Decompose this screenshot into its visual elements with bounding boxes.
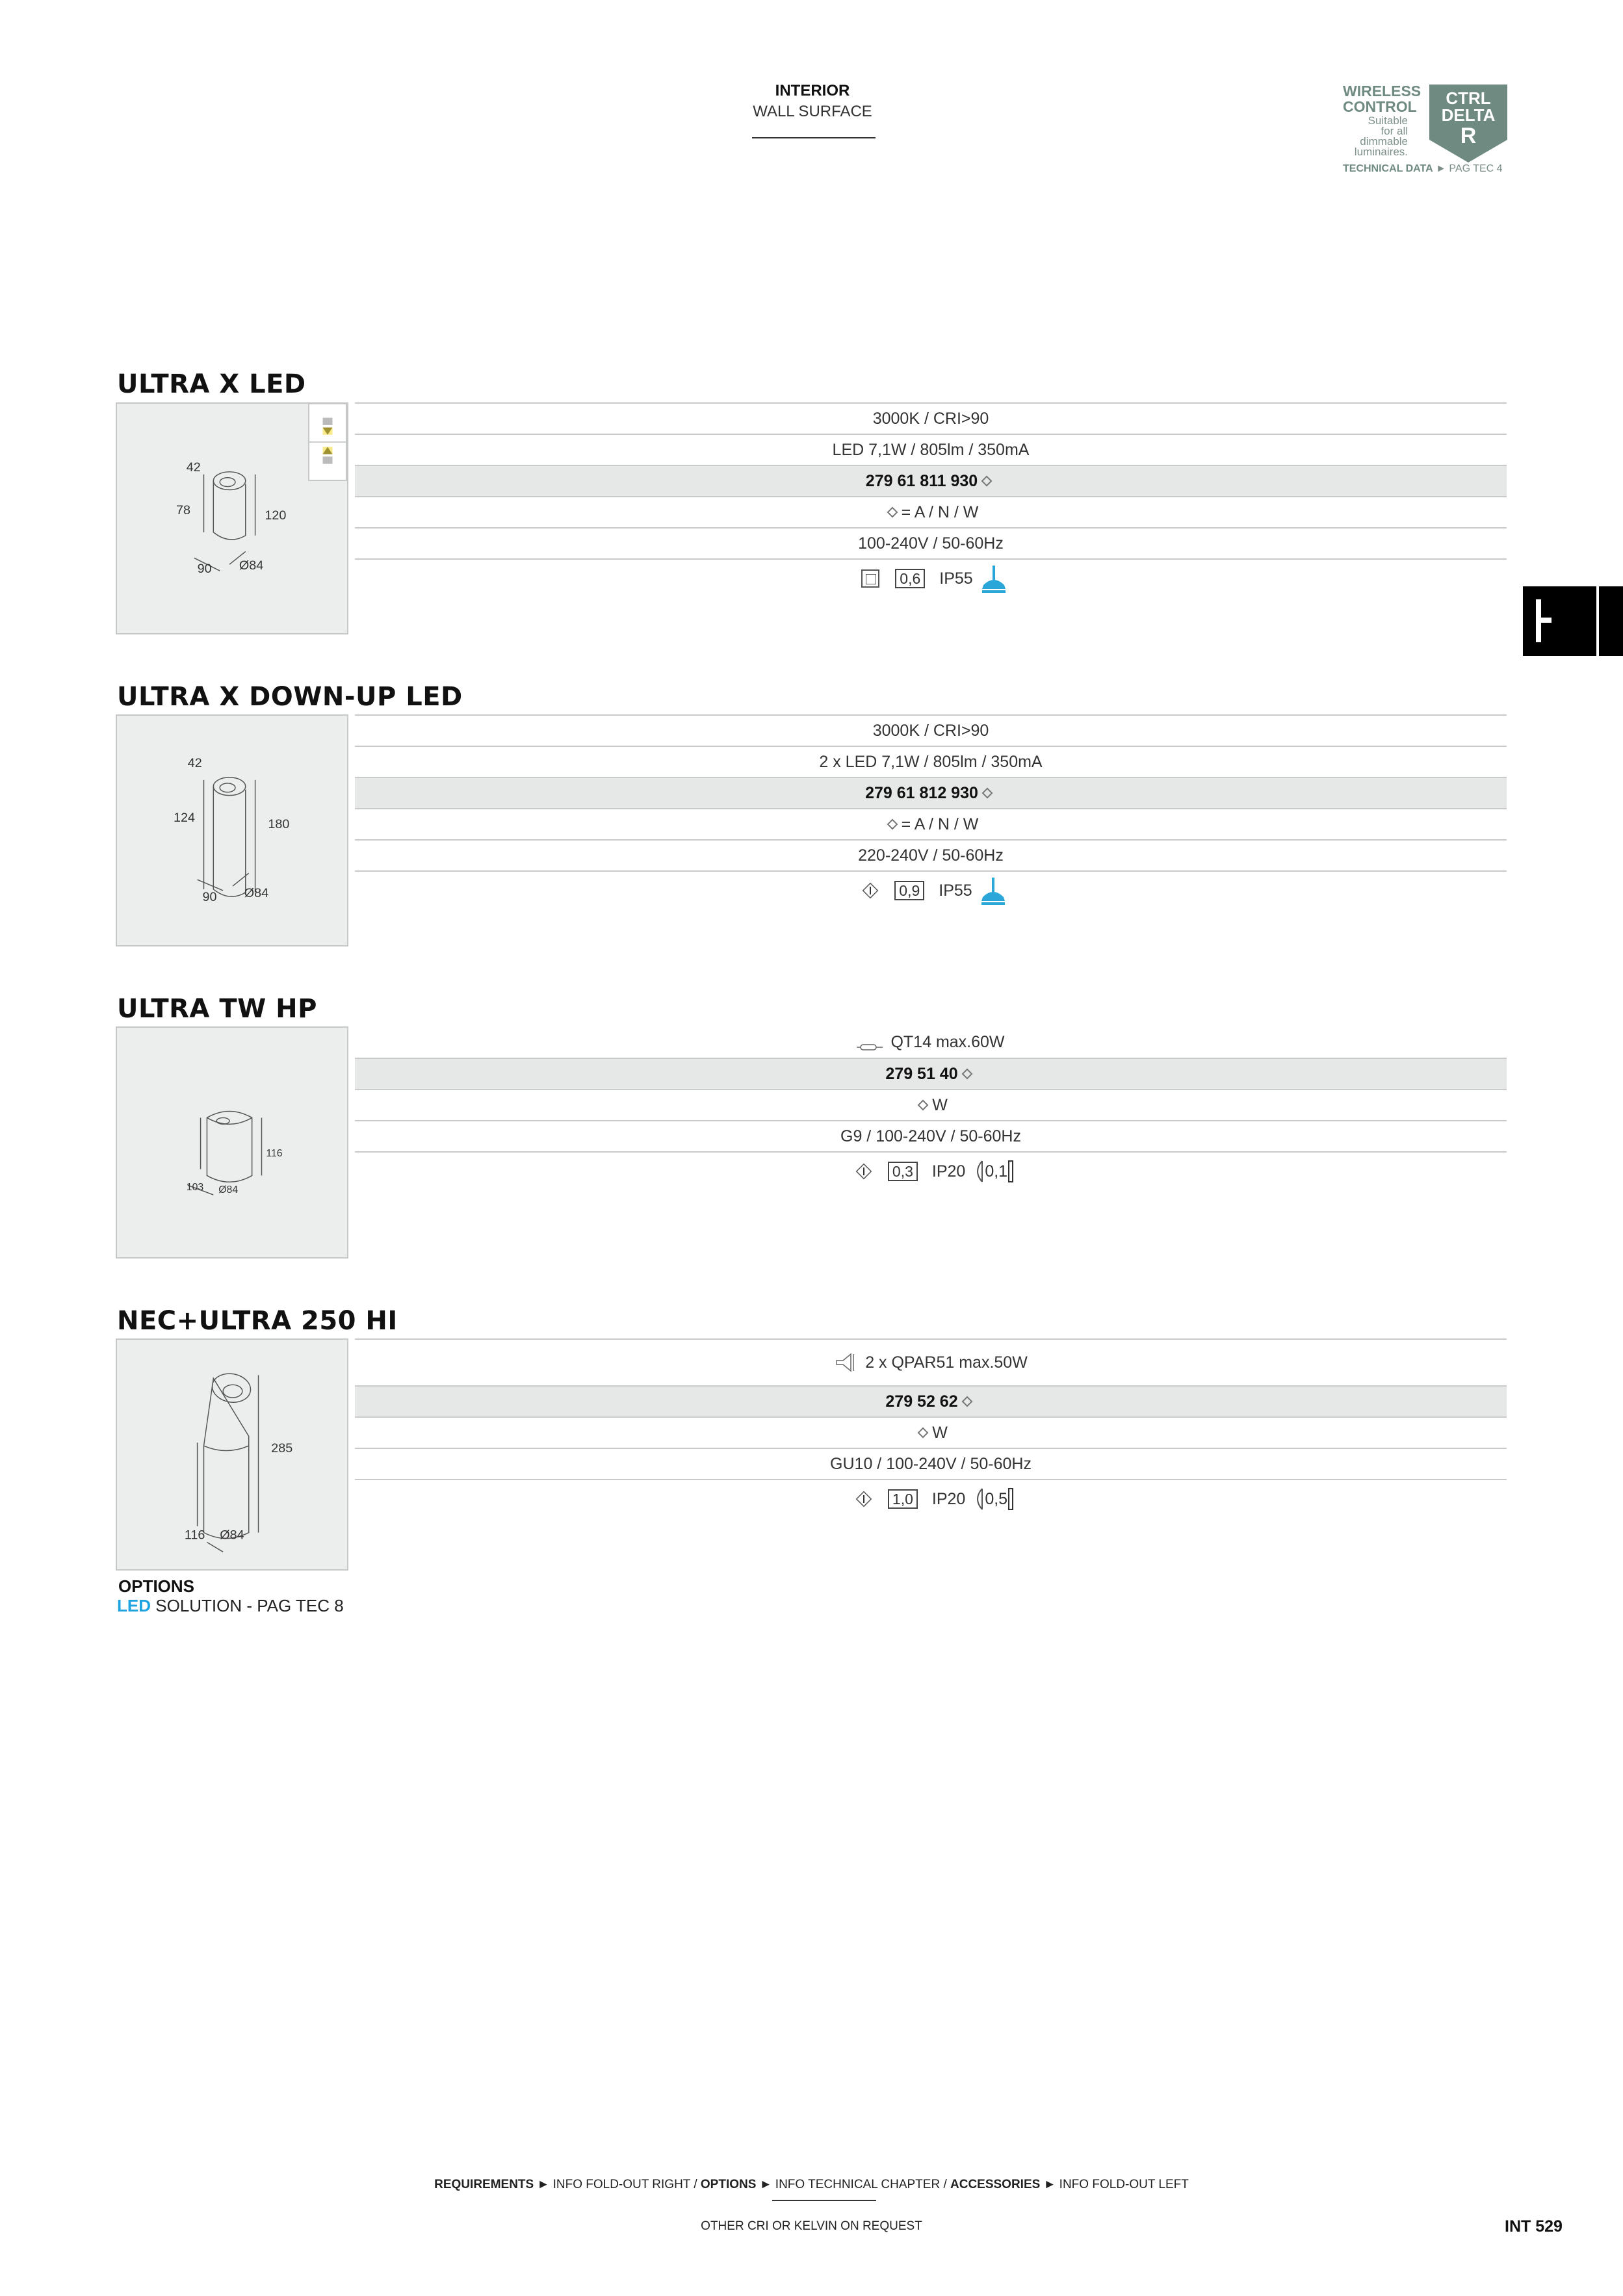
diamond-icon: [918, 1428, 929, 1439]
ip-rating: IP20: [931, 1489, 966, 1508]
water-drop-icon: [979, 875, 1007, 906]
lamp-row: QT14 max.60W: [355, 1026, 1507, 1058]
footer-legend: REQUIREMENTS ► INFO FOLD-OUT RIGHT / OPTIONS ► INFO TECHNICAL CHAPTER / ACCESSORIES ► INFO FOLD-OUT LEFT: [434, 2178, 1189, 2191]
product-code: 279 61 812 930: [865, 783, 978, 802]
footer-divider: [772, 2200, 876, 2201]
arrow-icon: ►: [537, 2178, 550, 2191]
diamond-icon: [961, 1069, 972, 1080]
arrow-icon: ►: [1436, 163, 1446, 174]
class-1-icon: [855, 1491, 872, 1507]
spec-row: 2 x LED 7,1W / 805lm / 350mA: [355, 746, 1507, 777]
spec-row: GU10 / 100-240V / 50-60Hz: [355, 1448, 1507, 1479]
icons-row: [355, 870, 1507, 909]
svg-text:Ø84: Ø84: [220, 1528, 244, 1543]
product-code-row: [355, 465, 1507, 496]
wireless-small-4: luminaires.: [1354, 146, 1408, 158]
header-subcategory: WALL SURFACE: [753, 103, 872, 120]
diamond-icon: [981, 788, 993, 799]
icons-row: [355, 558, 1507, 597]
spec-row: 220-240V / 50-60Hz: [355, 839, 1507, 870]
spec-row: LED 7,1W / 805lm / 350mA: [355, 434, 1507, 465]
diamond-icon: [887, 507, 898, 518]
header-category: INTERIOR: [775, 82, 850, 99]
svg-text:90: 90: [202, 889, 217, 904]
distance-value: 0,5: [985, 1489, 1008, 1508]
wireless-small-2: for all: [1381, 125, 1408, 137]
distance-icon: [972, 1487, 1014, 1511]
spec-table: [355, 1026, 1507, 1190]
product-title: ULTRA X LED: [117, 369, 306, 399]
chapter-tab: [1523, 586, 1623, 656]
diamond-icon: [887, 819, 898, 830]
spec-row: 3000K / CRI>90: [355, 714, 1507, 746]
weight-value: 0,3: [888, 1162, 918, 1181]
class-1-icon: [855, 1163, 872, 1180]
wireless-small-3: dimmable: [1360, 135, 1408, 148]
wall-mount-icon: [1535, 598, 1554, 644]
technical-data-link[interactable]: TECHNICAL DATA ► PAG TEC 4: [1343, 163, 1503, 174]
distance-icon: [972, 1160, 1014, 1183]
class-2-icon: [861, 569, 879, 588]
led-label: LED: [117, 1596, 151, 1615]
svg-text:116: 116: [184, 1528, 205, 1543]
diamond-icon: [961, 1396, 972, 1407]
svg-text:285: 285: [271, 1441, 293, 1456]
diamond-icon: [981, 476, 993, 487]
svg-text:116: 116: [266, 1147, 283, 1159]
header-divider: [752, 137, 876, 138]
spec-row: W: [355, 1416, 1507, 1448]
product-code-row: [355, 777, 1507, 808]
product-code-row: [355, 1385, 1507, 1416]
spec-table: [355, 1338, 1507, 1518]
options-link[interactable]: LED SOLUTION - PAG TEC 8: [117, 1596, 344, 1615]
ctrl-delta-badge: [1429, 85, 1507, 163]
halogen-bulb-icon: [857, 1037, 883, 1047]
arrow-icon: ►: [759, 2178, 772, 2191]
arrow-icon: ►: [1043, 2178, 1056, 2191]
svg-text:120: 120: [265, 508, 287, 523]
svg-text:103: 103: [186, 1182, 204, 1194]
spec-row: 100-240V / 50-60Hz: [355, 527, 1507, 558]
icons-row: [355, 1479, 1507, 1518]
icons-row: [355, 1151, 1507, 1190]
ip-rating: IP55: [939, 569, 973, 588]
direction-selector: [308, 403, 347, 481]
class-1-icon: [862, 882, 879, 899]
svg-text:78: 78: [175, 503, 190, 518]
water-drop-icon: [980, 563, 1008, 594]
badge-line1: CTRL: [1446, 88, 1491, 108]
product-image: [116, 1026, 348, 1259]
product-title: ULTRA X DOWN-UP LED: [117, 682, 463, 712]
svg-text:124: 124: [174, 811, 196, 826]
svg-text:Ø84: Ø84: [239, 558, 264, 573]
badge-letter: R: [1460, 124, 1477, 148]
svg-text:42: 42: [187, 756, 202, 771]
product-code: 279 51 40: [885, 1064, 958, 1083]
ip-rating: IP55: [939, 881, 972, 900]
product-image: [116, 714, 348, 946]
svg-text:Ø84: Ø84: [218, 1184, 239, 1196]
badge-line2: DELTA: [1441, 105, 1496, 125]
spec-row: W: [355, 1089, 1507, 1120]
spec-row: = A / N / W: [355, 808, 1507, 839]
lamp-row: 2 x QPAR51 max.50W: [355, 1338, 1507, 1385]
spec-table: [355, 714, 1507, 909]
wireless-small-1: Suitable: [1368, 114, 1408, 127]
spec-row: = A / N / W: [355, 496, 1507, 527]
page-header: [682, 82, 942, 121]
product-title: NEC+ULTRA 250 HI: [117, 1306, 398, 1336]
weight-value: 0,6: [895, 569, 925, 588]
product-image: [116, 1338, 348, 1571]
svg-text:42: 42: [186, 460, 201, 475]
diamond-icon: [918, 1100, 929, 1111]
options-title: OPTIONS: [118, 1576, 195, 1596]
product-code-row: [355, 1058, 1507, 1089]
svg-text:90: 90: [197, 562, 212, 577]
product-code: 279 61 811 930: [865, 471, 978, 490]
ip-rating: IP20: [931, 1162, 966, 1181]
svg-text:Ø84: Ø84: [244, 885, 269, 900]
spec-row: 3000K / CRI>90: [355, 402, 1507, 434]
weight-value: 0,9: [894, 881, 924, 900]
page-number: INT 529: [1505, 2217, 1563, 2236]
spec-table: [355, 402, 1507, 597]
wireless-title-2: CONTROL: [1343, 98, 1417, 115]
wireless-title-1: WIRELESS: [1343, 83, 1422, 99]
par-lamp-icon: [834, 1353, 857, 1372]
spec-row: G9 / 100-240V / 50-60Hz: [355, 1120, 1507, 1151]
svg-text:180: 180: [268, 817, 290, 832]
distance-value: 0,1: [985, 1162, 1008, 1181]
product-title: ULTRA TW HP: [117, 994, 317, 1024]
weight-value: 1,0: [888, 1489, 918, 1509]
footer-note: OTHER CRI OR KELVIN ON REQUEST: [701, 2219, 922, 2233]
product-code: 279 52 62: [885, 1392, 958, 1411]
